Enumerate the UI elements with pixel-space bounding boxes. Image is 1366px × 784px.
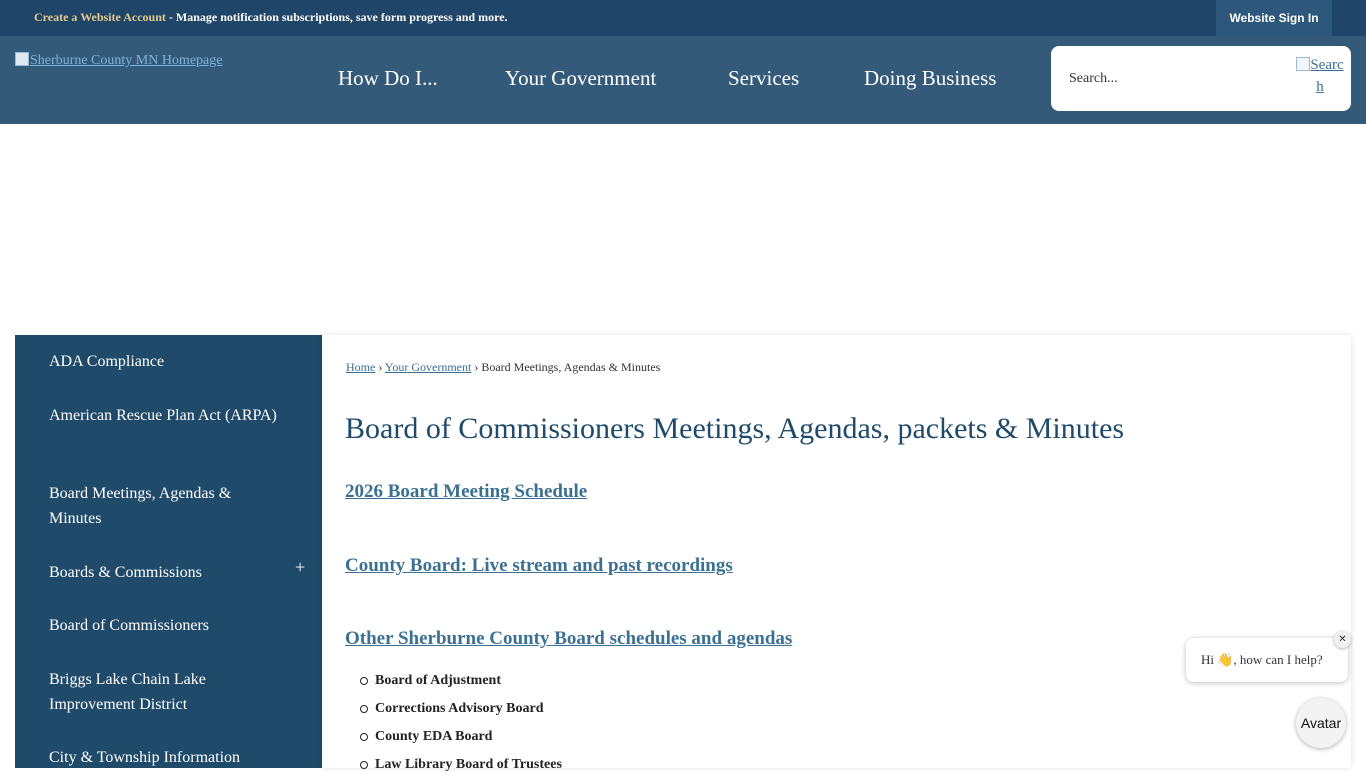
sidebar-nav — [15, 335, 322, 768]
breadcrumb-separator: › — [378, 360, 383, 374]
logo-alt-text: Sherburne County MN Homepage — [30, 53, 223, 68]
breadcrumb-separator: › — [474, 360, 479, 374]
list-item: Law Library Board of Trustees — [375, 756, 562, 784]
nav-services[interactable]: Services — [728, 66, 800, 90]
page-title: Board of Commissioners Meetings, Agendas, packets & Minutes — [345, 412, 1125, 445]
board-schedule-link[interactable]: 2026 Board Meeting Schedule — [345, 481, 588, 502]
close-icon[interactable]: ✕ — [1334, 631, 1351, 648]
sidebar-item-board-of-commissioners[interactable]: Board of Commissioners — [49, 617, 209, 634]
broken-image-icon — [15, 52, 29, 66]
search-button[interactable] — [1293, 54, 1347, 100]
sidebar-item-city-township[interactable]: City & Township Information — [49, 749, 241, 766]
create-account-link[interactable]: Create a Website Account — [34, 10, 166, 24]
breadcrumb-current: Board Meetings, Agendas & Minutes — [481, 360, 661, 374]
breadcrumb-home[interactable]: Home — [346, 360, 376, 374]
list-item: Corrections Advisory Board — [375, 700, 562, 728]
other-boards-link[interactable]: Other Sherburne County Board schedules and agendas — [345, 628, 793, 649]
account-promo-text: - Manage notification subscriptions, save form progress and more. — [165, 10, 508, 24]
sidebar-item-board-meetings[interactable]: Board Meetings, Agendas & Minutes — [49, 485, 232, 527]
breadcrumb-your-government[interactable]: Your Government — [384, 360, 472, 374]
live-stream-link[interactable]: County Board: Live stream and past recordings — [345, 555, 733, 576]
main-content — [322, 335, 1351, 772]
sidebar-item-briggs-lake[interactable]: Briggs Lake Chain Lake Improvement District — [49, 671, 206, 713]
expand-plus-icon[interactable]: + — [295, 557, 306, 577]
list-item: Board of Adjustment — [375, 672, 562, 700]
nav-your-government[interactable]: Your Government — [505, 66, 657, 90]
nav-how-do-i[interactable]: How Do I... — [338, 66, 438, 90]
account-promo — [34, 10, 508, 25]
search-box — [1051, 46, 1351, 111]
utility-bar — [0, 0, 1366, 36]
chat-greeting-bubble[interactable]: Hi 👋, how can I help? — [1186, 638, 1348, 682]
sidebar-item-arpa[interactable]: American Rescue Plan Act (ARPA) — [49, 407, 277, 424]
nav-doing-business[interactable]: Doing Business — [864, 66, 997, 90]
sidebar-item-boards-commissions[interactable]: Boards & Commissions — [49, 564, 202, 581]
homepage-logo-link[interactable] — [15, 52, 222, 69]
search-input[interactable] — [1069, 68, 1269, 90]
list-item: County EDA Board — [375, 728, 562, 756]
sidebar-item-ada-compliance[interactable]: ADA Compliance — [49, 353, 165, 370]
breadcrumb — [346, 360, 660, 375]
site-header — [0, 36, 1366, 124]
search-button-alt-text: Search — [1310, 57, 1344, 95]
boards-list — [375, 672, 562, 784]
chat-avatar-button[interactable]: Avatar — [1296, 698, 1346, 748]
website-sign-in-button[interactable]: Website Sign In — [1216, 0, 1332, 36]
search-icon — [1296, 57, 1310, 71]
